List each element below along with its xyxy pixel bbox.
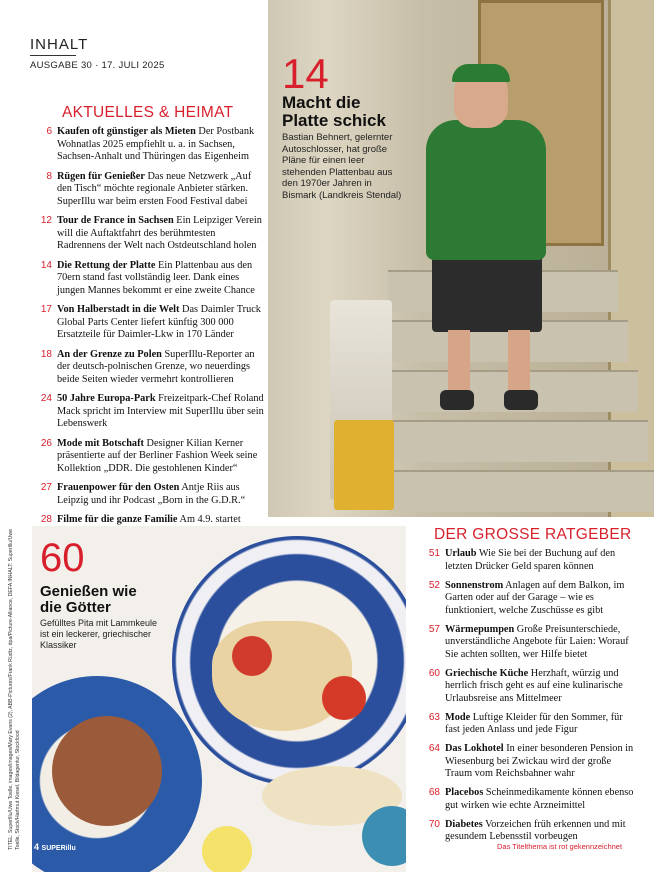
toc-text [445,668,640,706]
page-footer [34,842,76,852]
toc-entry [410,743,640,781]
toc-page-number: 68 [428,787,440,798]
toc-page-number: 8 [46,170,52,182]
toc-title: Urlaub [445,548,477,559]
toc-title: Wärmepumpen [445,623,515,635]
food-page-number: 60 [40,536,85,580]
toc-description: Große Preisunterschiede, unverständliche Angebote für Laien: Worauf Sie achten sollten, wer Hilfe bietet [445,623,629,660]
toc-description: Ein Leipziger Verein will die Auftaktfahrt des berühmtesten Radrennens der Welt nach Ostdeutschland holen [57,215,262,251]
toc-text [57,260,264,298]
toc-entry [32,482,264,507]
toc-title: Frauenpower für den Osten [57,482,180,493]
toc-entry [32,171,264,209]
photo-credits: TITEL: SuperIllu/Uwe Toelle, images/images/Mary Evans (2), ABB-Pictures/Frank Rüdtz, dpa/Picture-Alliance, DEFA INHALT: SuperIllu/Uwe Toelle, Stock/Hartmut Kiesel, Bildagentur, Stockfood [8,529,21,850]
divider [30,55,76,56]
toc-title: Von Halberstadt in die Welt [57,304,180,315]
toc-entry [410,787,640,812]
toc-entry [32,304,264,342]
section-title-heimat: AKTUELLES & HEIMAT [62,104,234,121]
toc-page-number: 6 [46,126,52,137]
toc-description: In einer besonderen Pension in Wiesenburg bei Zwickau wird der große Traum vom Reichsbahner wahr [445,743,634,779]
toc-entry [410,548,640,573]
toc-description: Antje Riis aus Leipzig und ihr Podcast „Born in the G.D.R.“ [57,482,246,506]
toc-description: Designer Kilian Kerner präsentierte auf der Berliner Fashion Week seine Kollektion „DDR. Die gestohlenen Kinder“ [57,437,258,474]
toc-description: Scheinmedikamente können ebenso gut wirken wie echte Arzneimittel [445,787,634,811]
food-headline-line2: die Götter [40,599,111,616]
cover-caption: Bastian Behnert, gelernter Autoschlosser, hat große Pläne für einen leer stehenden Plattenbau aus den 1970er Jahren in Bismark (Landkreis Stendal) [282,132,402,201]
toc-ratgeber [410,548,640,850]
page-number: 4 [34,842,40,852]
cover-headline [282,94,386,130]
toc-title: 50 Jahre Europa-Park [57,393,156,404]
toc-page-number: 52 [428,579,440,591]
toc-page-number: 17 [40,304,52,315]
toc-description: Herzhaft, würzig und herrlich frisch geht es auf eine kulinarische Urlaubsreise ans Mittelmeer [445,667,623,704]
footer-note: Das Titelthema ist rot gekennzeichnet [497,842,623,851]
toc-text [57,126,264,164]
toc-page-number: 27 [40,482,52,493]
toc-text [445,624,640,662]
toc-description: Das neue Netzwerk „Auf den Tisch“ möchte regionale Anbieter stärken. SuperIllu war beim ersten Food Festival dabei [57,170,252,207]
toc-text [57,349,264,387]
toc-page-number: 63 [428,711,440,723]
food-photo [32,526,406,872]
toc-entry [410,712,640,737]
toc-page-number: 60 [428,667,440,679]
toc-title: Filme für die ganze Familie [57,514,178,525]
toc-title: Tour de France in Sachsen [57,215,174,226]
cover-headline-line1: Macht die [282,93,361,112]
toc-description: Der Postbank Wohnatlas 2025 empfiehlt u. a. in Sachsen, Sachsen-Anhalt und Thüringen das Eigenheim [57,126,255,162]
toc-description: Am 4.9. startet [179,514,241,525]
toc-description: Anlagen auf dem Balkon, im Garten oder auf der Garage – wie es funktioniert, welche Zuschüsse es gibt [445,579,625,616]
toc-entry [410,580,640,618]
toc-title: Mode [445,711,471,723]
toc-text [57,482,264,507]
toc-text [57,171,264,209]
toc-entry [410,668,640,706]
toc-description: Wie Sie bei der Buchung auf den letzten Drücker Geld sparen können [445,548,616,572]
toc-text [445,548,640,573]
toc-entry [410,819,640,844]
toc-page-number: 24 [40,393,52,404]
food-caption: Gefülltes Pita mit Lammkeule ist ein leckerer, griechischer Klassiker [40,618,158,650]
toc-description: Freizeitpark-Chef Roland Mack spricht im Interview mit SuperIllu über sein Lebenswerk [57,393,264,429]
toc-entry [32,260,264,298]
toc-title: Die Rettung der Platte [57,259,156,271]
toc-title: Sonnenstrom [445,579,504,591]
toc-text [445,819,640,844]
toc-entry [32,215,264,253]
toc-page-number: 26 [40,437,52,449]
toc-text [57,438,264,476]
brand-logo: SUPERillu [41,845,76,852]
toc-title: Diabetes [445,818,483,830]
toc-description: SuperIllu-Reporter an der deutsch-polnischen Grenze, wo neuerdings beide Seiten wieder vermehrt kontrollieren [57,348,255,385]
toc-title: Placebos [445,787,484,798]
toc-title: Kaufen oft günstiger als Mieten [57,126,196,137]
toc-entry [410,624,640,662]
toc-text [445,743,640,781]
cover-page-number: 14 [282,50,329,97]
toc-entry [32,126,264,164]
toc-text [57,304,264,342]
toc-page-number: 64 [428,743,440,754]
toc-entry [32,349,264,387]
toc-page-number: 18 [40,348,52,360]
cover-headline-line2: Platte schick [282,111,386,130]
toc-title: Griechische Küche [445,667,529,679]
food-headline [40,584,137,616]
toc-description: Das Daimler Truck Global Parts Center liefert künftig 300 000 Ersatzteile für Daimler-Lkw in 170 Länder [57,304,261,340]
toc-text [445,787,640,812]
toc-page-number: 51 [428,548,440,559]
toc-page-number: 14 [40,259,52,271]
toc-entry [32,393,264,431]
toc-page-number: 70 [428,818,440,830]
toc-heimat [32,126,264,559]
toc-text [57,215,264,253]
toc-text [445,712,640,737]
toc-description: Ein Plattenbau aus den 70ern stand fast vollständig leer. Dank eines jungen Mannes bekommt er eine zweite Chance [57,259,255,296]
toc-page-number: 28 [40,514,52,525]
food-headline-line1: Genießen wie [40,583,137,600]
toc-description: Luftige Kleider für den Sommer, für fast jeden Anlass und jede Figur [445,711,623,735]
toc-text [57,393,264,431]
toc-title: Mode mit Botschaft [57,437,144,449]
toc-title: Rügen für Genießer [57,170,145,182]
toc-entry [32,438,264,476]
toc-page-number: 12 [40,215,52,226]
section-label: INHALT [30,36,89,53]
toc-text [445,580,640,618]
issue-info: AUSGABE 30 · 17. JULI 2025 [30,60,165,71]
toc-description: Vorzeichen früh erkennen und mit gesundem Lebensstil vorbeugen [445,818,626,842]
toc-title: Das Lokhotel [445,743,504,754]
section-title-ratgeber: DER GROSSE RATGEBER [434,526,632,543]
toc-title: An der Grenze zu Polen [57,348,162,360]
toc-page-number: 57 [428,623,440,635]
